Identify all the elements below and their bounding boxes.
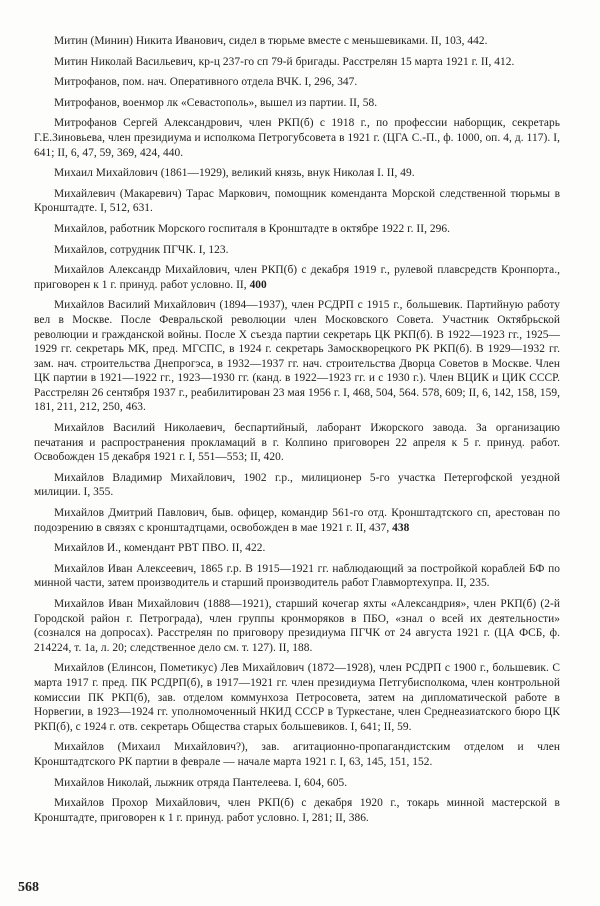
index-entry: Михайлевич (Макаревич) Тарас Маркович, помощник коменданта Морской следственной тюрьмы в Кронштадте. I, 512, 631. [34,187,560,215]
index-entry: Митрофанов Сергей Александрович, член РКП(б) с 1918 г., по профессии наборщик, секретарь Г.Е.Зиновьева, член президиума и исполкома Петрогубсовета в 1921 г. (ЦГА С.-П., ф. 1000, оп. 4, д. 117). I, 641; II, 6, 47, 59, 369, 424, 440. [34,117,560,159]
index-entry: Михайлов Владимир Михайлович, 1902 г.р., милиционер 5-го участка Петергофской уездной милиции. I, 355. [34,471,560,499]
page-number: 568 [18,880,39,895]
index-entry: Михайлов Иван Михайлович (1888—1921), старший кочегар яхты «Александрия», член РКП(б) (2-й Городской район г. Петрограда), член группы кронморяков в ПБО, «знал о всей их деятельности» (сознался на допросах). Расстрелян по приговору президиума ПГЧК от 24 августа 1921 г. (ЦА ФСБ, ф. 214224, т. 1а, л. 20; следственное дело см. т. 127). II, 188. [34,598,560,654]
index-entry: Михаил Михайлович (1861—1929), великий князь, внук Николая I. II, 49. [54,167,415,180]
index-entry: Михайлов Иван Алексеевич, 1865 г.р. В 1915—1921 гг. наблюдающий за постройкой кораблей БФ по минной части, затем производитель и старший производитель работ Главмортехупра. II, 235. [34,562,560,590]
index-entry: Михайлов, сотрудник ПГЧК. I, 123. [54,243,229,256]
index-entry: Михайлов (Елинсон, Пометикус) Лев Михайлович (1872—1928), член РСДРП с 1900 г., большевик. С марта 1917 г. пред. ПК РСДРП(б), в 1917—1921 гг. член президиума Петгубисполкома, член контрольной комиссии ПК РКП(б), зав. отделом коммунхоза Петросовета, затем на дипломатической работе в Норвегии, в 1923—1924 гг. уполномоченный НКИД СССР в Туркестане, член Среднеазиатского бюро ЦК РКП(б), с 1924 г. отв. секретарь Общества старых большевиков. I, 641; II, 59. [34,662,560,733]
index-entry: Митрофанов, военмор лк «Севастополь», вышел из партии. II, 58. [54,96,378,109]
index-entry: Михайлов Василий Николаевич, беспартийный, лаборант Ижорского завода. За организацию печатания и распространения прокламаций в г. Колпино приговорен 22 апреля к 5 г. принуд. работ. Освобожден 15 декабря 1921 г. I, 551—553; II, 420. [34,422,560,464]
index-entry: Михайлов Александр Михайлович, член РКП(б) с декабря 1919 г., рулевой плавсредств Кронпорта., приговорен к 1 г. принуд. работ условно. II, 400 [34,264,560,291]
index-entry: Митрофанов, пом. нач. Оперативного отдела ВЧК. I, 296, 347. [54,76,358,89]
index-entry: Михайлов, работник Морского госпиталя в Кронштадте в октябре 1922 г. II, 296. [54,222,451,235]
index-entry: Михайлов Василий Михайлович (1894—1937), член РСДРП с 1915 г., большевик. Партийную работу вел в Москве. После Февральской революции член Московского Совета. Участник Октябрьской революции и гражданской войны. После X съезда партии секретарь ЦК РКП(б). В 1922—1923 гг., 1925—1929 гг. секретарь МК, пред. МГСПС, в 1924 г. секретарь Замоскворецкого РК РКП(б). В 1929—1932 гг. зам. нач. строительства Днепрогэса, в 1932—1937 гг. нач. строительства Дворца Советов в Москве. Член ЦК партии в 1921—1922 гг., 1923—1930 гг. (канд. в 1922—1923 гг. и с 1930 г.). Член ВЦИК и ЦИК СССР. Расстрелян 26 сентября 1937 г., реабилитирован 23 мая 1956 г. I, 468, 504, 564. 578, 609; II, 6, 142, 158, 159, 181, 211, 212, 250, 463. [34,299,560,414]
index-entry: Михайлов Прохор Михайлович, член РКП(б) с декабря 1920 г., токарь минной мастерской в Кронштадте, приговорен к 1 г. принуд. работ условно. I, 281; II, 386. [34,797,560,824]
index-entry: Митин Николай Васильевич, кр-ц 237-го сп 79-й бригады. Расстрелян 15 марта 1921 г. II, 412. [54,55,515,68]
index-page [34,34,560,831]
index-entry: Михайлов (Михаил Михайлович?), зав. агитационно-пропагандистским отделом и член Кронштадтского РК партии в феврале — начале марта 1921 г. I, 63, 145, 151, 152. [34,741,560,768]
index-entry: Михайлов Дмитрий Павлович, быв. офицер, командир 561-го отд. Кронштадтского сп, арестован по подозрению в связях с кронштадтцами, освобожден в мае 1921 г. II, 437, 438 [34,507,560,534]
index-entry: Михайлов Николай, лыжник отряда Пантелеева. I, 604, 605. [54,776,348,789]
index-entry: Митин (Минин) Никита Иванович, сидел в тюрьме вместе с меньшевиками. II, 103, 442. [54,35,488,47]
index-entry: Михайлов И., комендант РВТ ПВО. II, 422. [54,542,266,555]
